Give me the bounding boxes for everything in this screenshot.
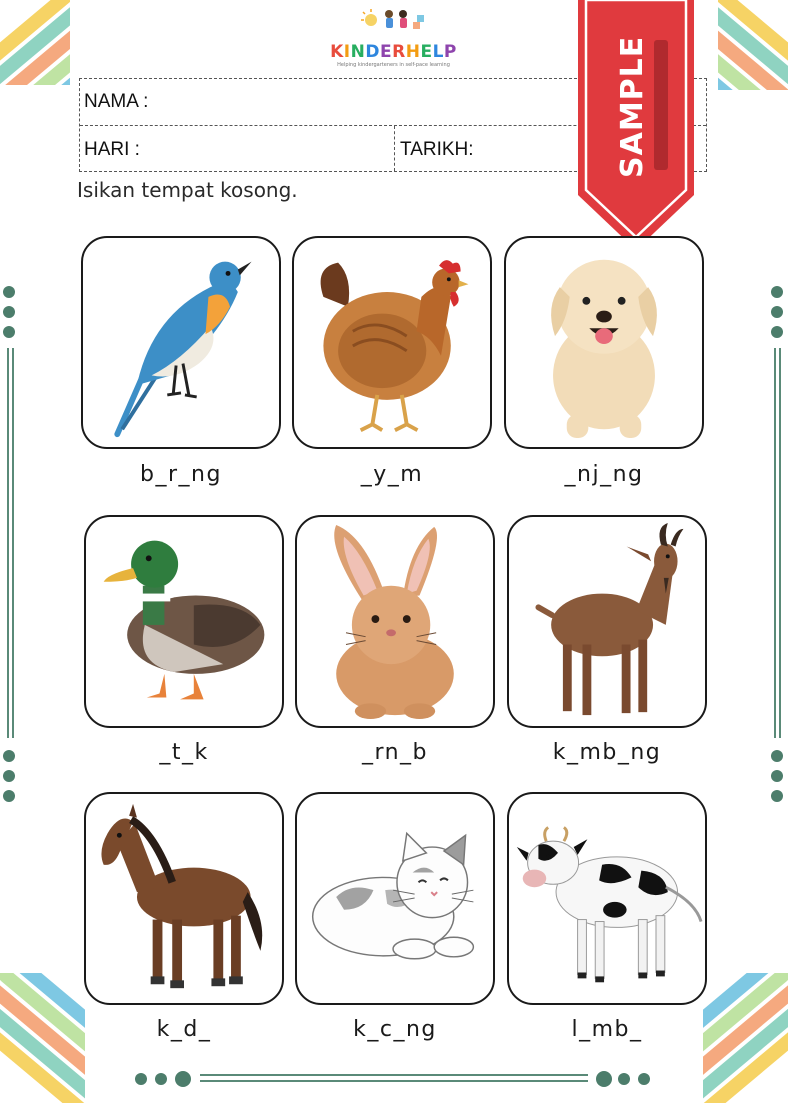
dog-icon: [506, 238, 702, 447]
word-puzzle: l_mb_: [571, 1017, 643, 1042]
animal-card-dog: [504, 236, 704, 449]
left-dot: [3, 750, 15, 762]
animal-card-cow: [507, 792, 707, 1005]
right-dot: [771, 770, 783, 782]
right-dot: [771, 306, 783, 318]
bottom-border-line: [200, 1074, 588, 1076]
logo-tagline: Helping kindergarteners in self-pace learning: [337, 62, 450, 68]
animal-card-bird: [81, 236, 281, 449]
animal-card-rabbit: [295, 515, 495, 728]
bottom-dot: [155, 1073, 167, 1085]
animal-card-horse: [84, 792, 284, 1005]
instruction-text: Isikan tempat kosong.: [77, 178, 298, 202]
left-dot: [3, 770, 15, 782]
right-border-line-inner: [779, 348, 781, 738]
sample-watermark-ribbon: [578, 0, 694, 252]
word-puzzle: k_mb_ng: [552, 740, 662, 765]
word-puzzle: b_r_ng: [140, 462, 222, 487]
word-puzzle: _rn_b: [361, 740, 429, 765]
info-divider: [394, 126, 395, 171]
animal-card-hen: [292, 236, 492, 449]
animal-card-goat: [507, 515, 707, 728]
word-puzzle: k_d_: [156, 1017, 212, 1042]
name-label: NAMA :: [84, 91, 149, 112]
left-border-line-inner: [12, 348, 14, 738]
bottom-dot: [618, 1073, 630, 1085]
word-puzzle: _nj_ng: [564, 462, 644, 487]
date-label: TARIKH:: [400, 139, 474, 160]
cat-icon: [297, 794, 493, 1003]
right-dot: [771, 750, 783, 762]
left-border-line: [7, 348, 9, 738]
bottom-dot: [175, 1071, 191, 1087]
right-dot: [771, 326, 783, 338]
left-dot: [3, 306, 15, 318]
word-puzzle: k_c_ng: [353, 1017, 437, 1042]
logo-wordmark: KINDERHELP: [330, 42, 457, 62]
animal-card-duck: [84, 515, 284, 728]
bottom-dot: [638, 1073, 650, 1085]
bottom-dot: [596, 1071, 612, 1087]
day-label: HARI :: [84, 139, 140, 160]
bottom-dot: [135, 1073, 147, 1085]
cow-icon: [509, 794, 705, 1003]
bird-icon: [83, 238, 279, 447]
children-logo-icon: [359, 6, 429, 36]
goat-icon: [509, 517, 705, 726]
right-border-line: [774, 348, 776, 738]
animal-card-cat: [295, 792, 495, 1005]
right-dot: [771, 790, 783, 802]
left-dot: [3, 286, 15, 298]
bottom-border-line-inner: [200, 1080, 588, 1082]
sample-watermark-text: SAMPLE: [615, 35, 650, 178]
word-puzzle: _y_m: [360, 462, 424, 487]
horse-icon: [86, 794, 282, 1003]
left-dot: [3, 790, 15, 802]
hen-icon: [294, 238, 490, 447]
left-dot: [3, 326, 15, 338]
kinderhelp-logo: [326, 6, 461, 68]
duck-icon: [86, 517, 282, 726]
word-puzzle: _t_k: [159, 740, 209, 765]
rabbit-icon: [297, 517, 493, 726]
right-dot: [771, 286, 783, 298]
